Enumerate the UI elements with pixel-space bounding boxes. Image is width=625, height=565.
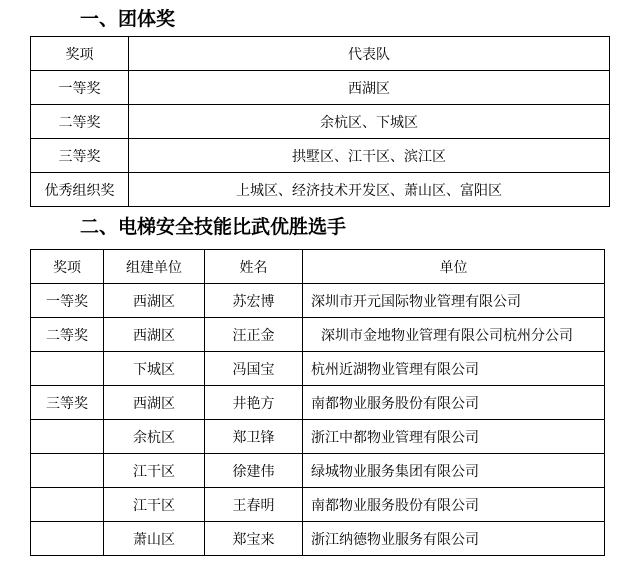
district-cell: 余杭区 <box>104 420 205 454</box>
award-cell <box>31 488 104 522</box>
name-cell: 汪正金 <box>205 318 303 352</box>
award-cell: 三等奖 <box>31 139 129 173</box>
team-award-heading: 一、团体奖 <box>80 8 176 30</box>
name-cell: 郑宝来 <box>205 522 303 556</box>
award-cell <box>31 522 104 556</box>
district-cell: 江干区 <box>104 454 205 488</box>
contestant-award-heading: 二、电梯安全技能比武优胜选手 <box>80 216 347 238</box>
district-cell: 江干区 <box>104 488 205 522</box>
district-cell: 下城区 <box>104 352 205 386</box>
table-row <box>31 522 605 556</box>
name-cell: 冯国宝 <box>205 352 303 386</box>
contestant-award-table <box>30 249 605 556</box>
table-header-row <box>31 250 605 284</box>
name-cell: 苏宏博 <box>205 284 303 318</box>
table-header-row <box>31 37 610 71</box>
unit-cell: 南都物业服务股份有限公司 <box>303 386 605 420</box>
award-cell <box>31 454 104 488</box>
district-cell: 萧山区 <box>104 522 205 556</box>
award-cell: 二等奖 <box>31 318 104 352</box>
unit-cell: 浙江中都物业管理有限公司 <box>303 420 605 454</box>
award-cell: 一等奖 <box>31 71 129 105</box>
column-header-award: 奖项 <box>31 37 129 71</box>
team-award-table <box>30 36 610 207</box>
table-row <box>31 105 610 139</box>
column-header-team: 代表队 <box>129 37 610 71</box>
column-header-name: 姓名 <box>205 250 303 284</box>
team-cell: 拱墅区、江干区、滨江区 <box>129 139 610 173</box>
team-cell: 西湖区 <box>129 71 610 105</box>
table-row <box>31 139 610 173</box>
unit-cell: 浙江纳德物业服务有限公司 <box>303 522 605 556</box>
award-cell <box>31 420 104 454</box>
team-cell: 余杭区、下城区 <box>129 105 610 139</box>
column-header-unit: 单位 <box>303 250 605 284</box>
unit-cell: 深圳市开元国际物业管理有限公司 <box>303 284 605 318</box>
award-cell: 二等奖 <box>31 105 129 139</box>
table-row <box>31 71 610 105</box>
table-row <box>31 352 605 386</box>
unit-cell: 南都物业服务股份有限公司 <box>303 488 605 522</box>
table-row <box>31 173 610 207</box>
district-cell: 西湖区 <box>104 318 205 352</box>
table-row <box>31 488 605 522</box>
unit-cell: 深圳市金地物业管理有限公司杭州分公司 <box>303 318 605 352</box>
award-cell: 三等奖 <box>31 386 104 420</box>
unit-cell: 杭州近湖物业管理有限公司 <box>303 352 605 386</box>
table-row <box>31 420 605 454</box>
column-header-award: 奖项 <box>31 250 104 284</box>
name-cell: 徐建伟 <box>205 454 303 488</box>
award-cell: 一等奖 <box>31 284 104 318</box>
table-row <box>31 284 605 318</box>
table-row <box>31 386 605 420</box>
name-cell: 井艳方 <box>205 386 303 420</box>
award-cell <box>31 352 104 386</box>
column-header-district: 组建单位 <box>104 250 205 284</box>
district-cell: 西湖区 <box>104 284 205 318</box>
team-cell: 上城区、经济技术开发区、萧山区、富阳区 <box>129 173 610 207</box>
table-row <box>31 454 605 488</box>
table-row <box>31 318 605 352</box>
award-cell: 优秀组织奖 <box>31 173 129 207</box>
district-cell: 西湖区 <box>104 386 205 420</box>
unit-cell: 绿城物业服务集团有限公司 <box>303 454 605 488</box>
name-cell: 王春明 <box>205 488 303 522</box>
name-cell: 郑卫锋 <box>205 420 303 454</box>
